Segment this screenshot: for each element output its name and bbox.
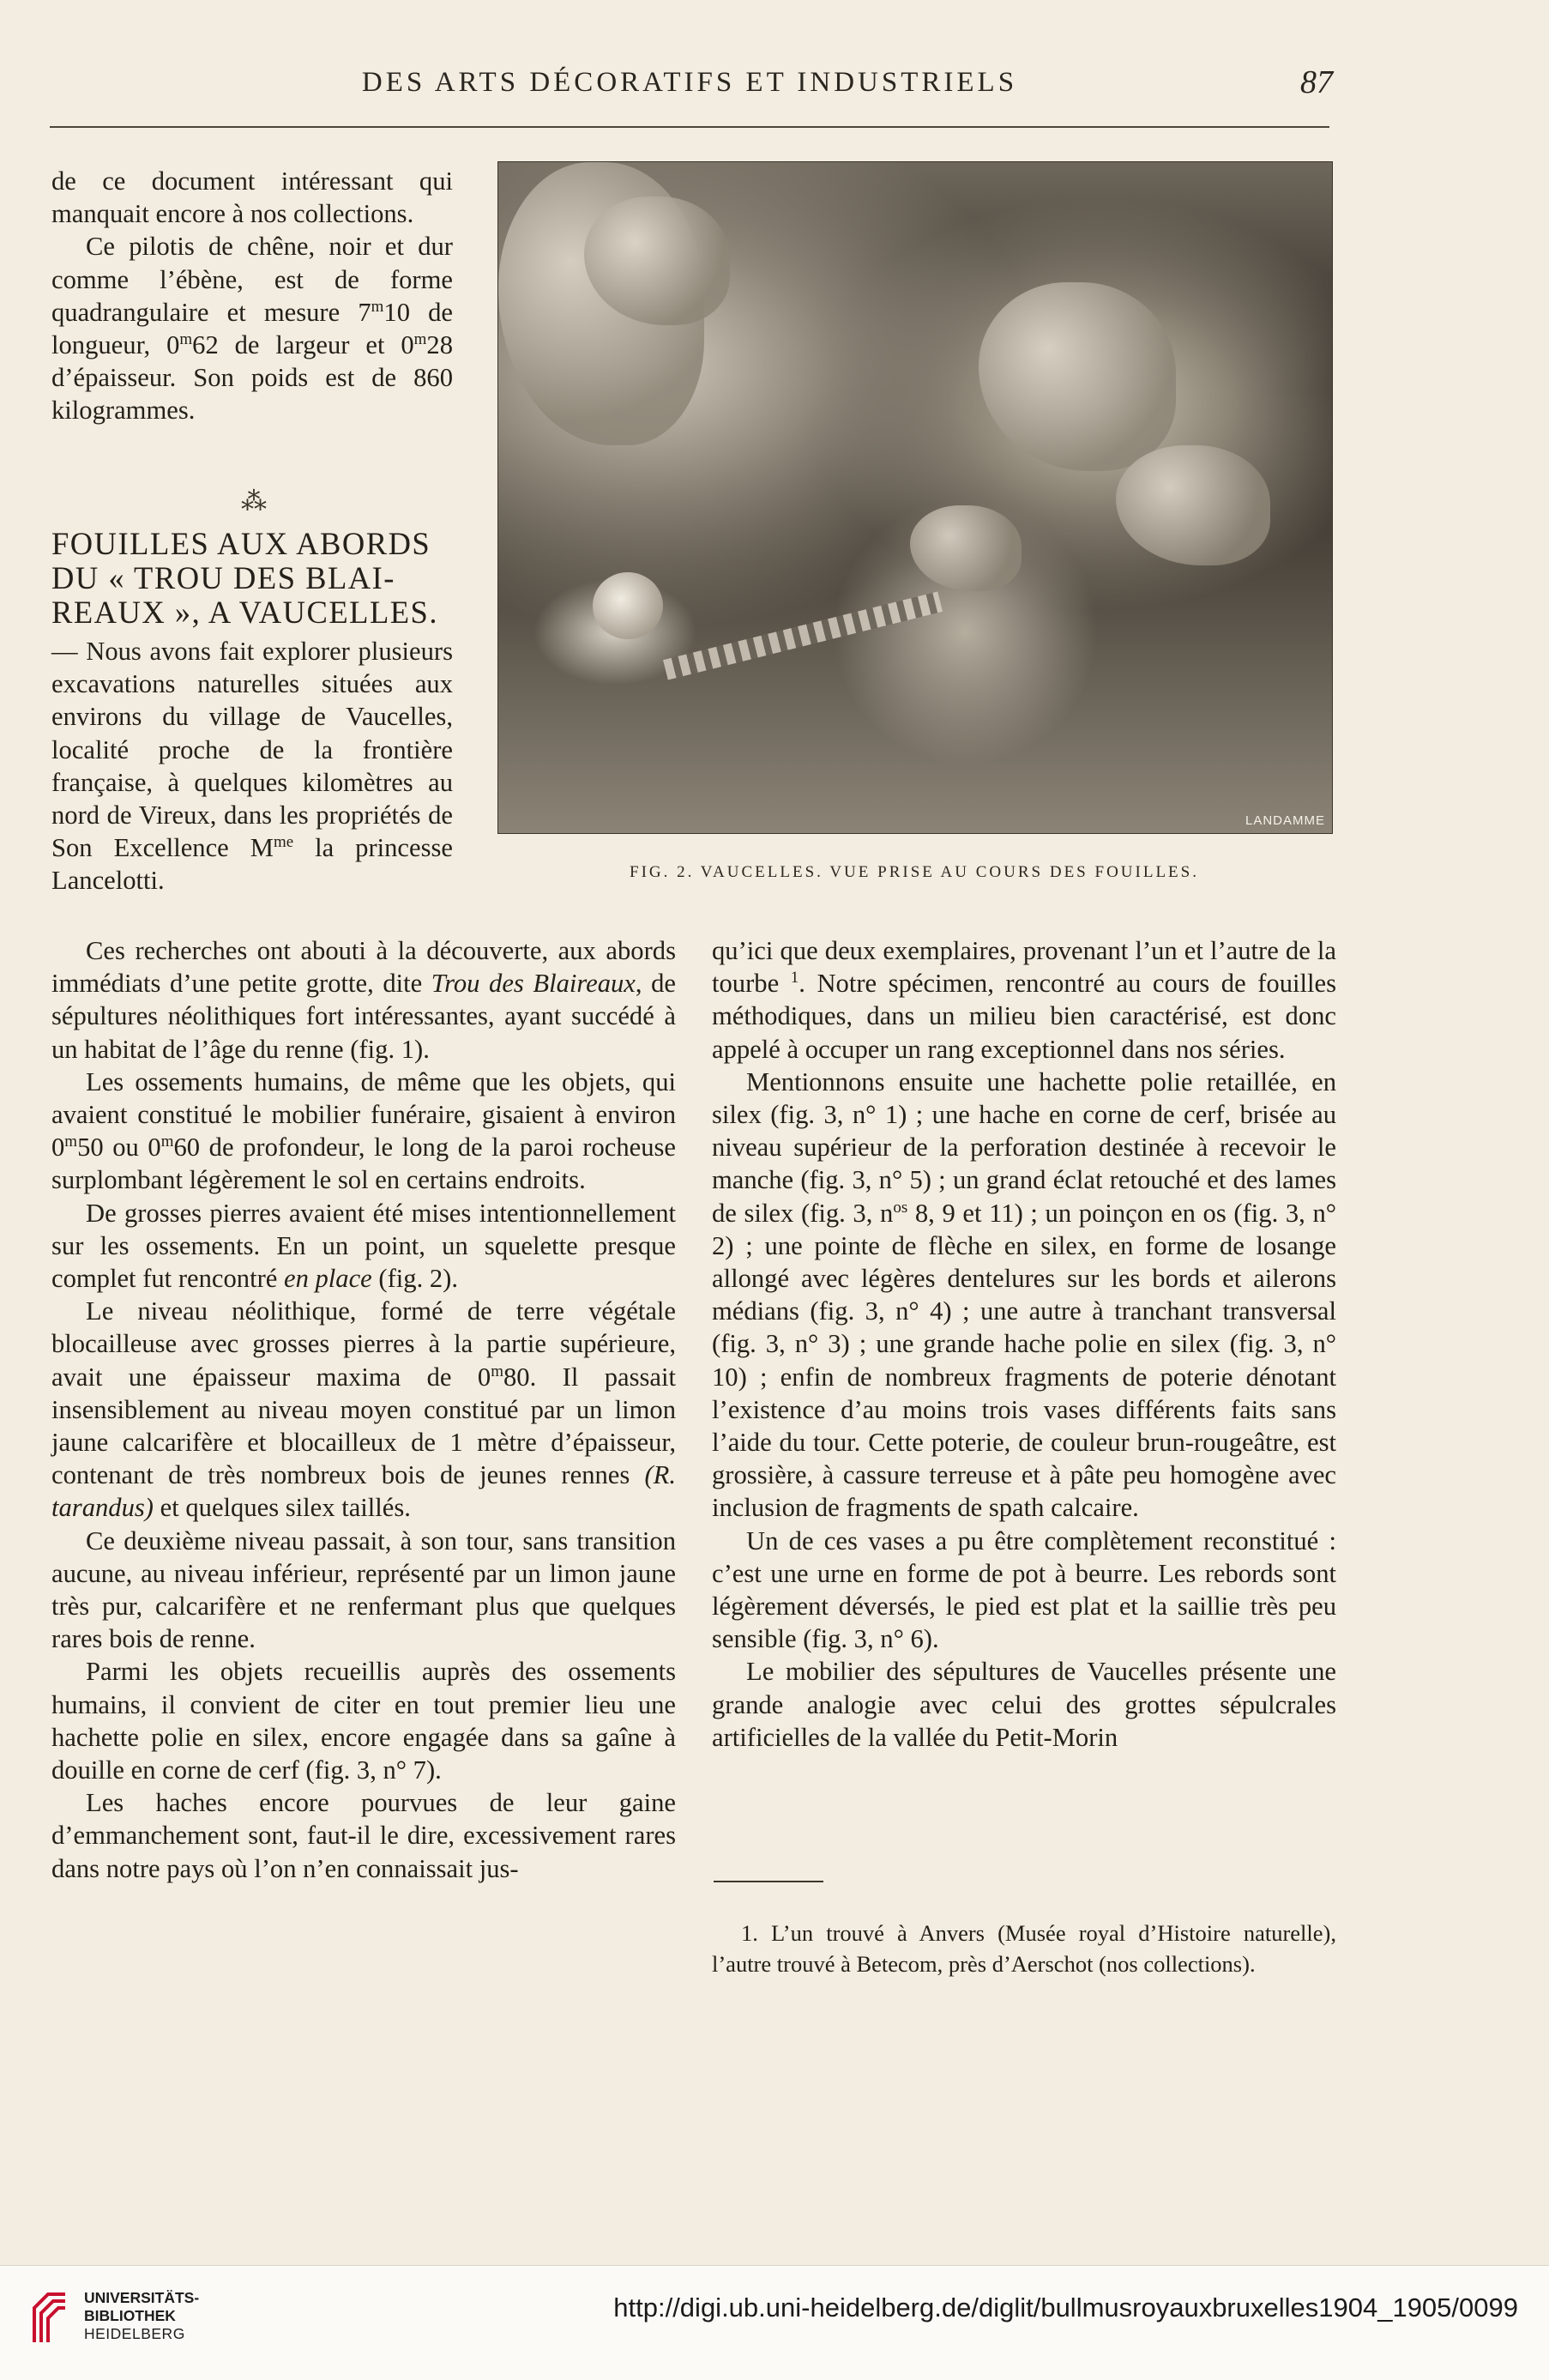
permalink-url[interactable]: http://digi.ub.uni-heidelberg.de/diglit/bullmusroyauxbruxelles1904_1905/0099 (613, 2292, 1518, 2323)
paragraph: De grosses pierres avaient été mises intentionnellement sur les ossements. En un point, un squelette presque complet fut rencontré en place (fig. 2). (51, 1198, 676, 1294)
photo-signature: LANDAMME (1245, 813, 1325, 828)
heidelberg-library-logo-icon[interactable] (29, 2289, 70, 2347)
paragraph: Ce pilotis de chêne, noir et dur comme l’ébène, est de forme quadrangulaire et mesure 7$^m$10 de longueur, 0$^m$62 de largeur et 0$^m$28 d’épaisseur. Son poids est de 860 kilogrammes. (51, 232, 454, 426)
excavation-photograph (497, 161, 1333, 834)
paragraph: Un de ces vases a pu être complètement reconstitué : c’est une urne en forme de pot à beurre. Les rebords sont légèrement déversés, le pied est plat et la saillie très peu sensible (fig. 3, n° 6). (712, 1525, 1336, 1654)
paragraph: Ces recherches ont abouti à la découverte, aux abords immédiats d’une petite grotte, dite Trou des Blaireaux, de sépultures néolithiques fort intéressantes, ayant succédé à un habitat de l’âge du renne (fig. 1). (51, 936, 676, 1064)
rock-shape (910, 505, 1022, 591)
section-title-line: DU « TROU DES BLAI- (51, 560, 395, 595)
library-name[interactable] (84, 2289, 290, 2343)
paragraph: Ce deuxième niveau passait, à son tour, sans transition aucune, au niveau inférieur, représenté par un limon jaune très pur, calcarifère et ne renfermant plus que quelques rares bois de renne. (51, 1525, 676, 1654)
library-name-line: UNIVERSITÄTS- (84, 2289, 200, 2306)
rock-shape (1116, 445, 1270, 565)
paragraph: Parmi les objets recueillis auprès des ossements humains, il convient de citer en tout premier lieu une hachette polie en silex, encore engagée dans sa gaîne à douille en corne de cerf (fig. 3, n° 7). (51, 1657, 676, 1785)
paragraph: Les haches encore pourvues de leur gaine d’emmanchement sont, faut-il le dire, excessivement rares dans notre pays où l’on n’en connaissait jus- (51, 1788, 676, 1883)
skeleton-shape (663, 591, 943, 680)
left-column (51, 934, 676, 1885)
footnote-rule (714, 1881, 823, 1882)
page-number: 87 (1300, 64, 1333, 100)
section-ornament-icon: ⁂ (241, 487, 267, 516)
library-name-line: HEIDELBERG (84, 2325, 185, 2342)
rock-shape (979, 282, 1176, 471)
paragraph: de ce document intéressant qui manquait encore à nos collections. (51, 166, 453, 229)
top-left-column (51, 165, 453, 427)
section-title-line: REAUX », A VAUCELLES. (51, 595, 438, 630)
section-intro (51, 635, 453, 897)
paragraph: Mentionnons ensuite une hachette polie retaillée, en silex (fig. 3, n° 1) ; une hache en corne de cerf, brisée au niveau supérieur de la perforation destinée à recevoir le manche (fig. 3, n° 5) ; un grand éclat retouché et des lames de silex (fig. 3, $n^{os}$ 8, 9 et 11) ; un poinçon en os (fig. 3, n° 2) ; une pointe de flèche en silex, en forme de losange allongé avec légères dentelures sur les bords et ailerons médians (fig. 3, n° 4) ; une autre à tranchant transversal (fig. 3, n° 3) ; une grande hache polie en silex (fig. 3, n° 10) ; enfin de nombreux fragments de poterie dénotant l’existence d’au moins trois vases différents faits sans l’aide du tour. Cette poterie, de couleur brun-rougeâtre, est grossière, à cassure terreuse et à pâte peu homogène avec inclusion de fragments de spath calcaire. (712, 1066, 1336, 1523)
paragraph: Les ossements humains, de même que les objets, qui avaient constitué le mobilier funéraire, gisaient à environ 0$^m$50 ou 0$^m$60 de profondeur, le long de la paroi rocheuse surplombant légèrement le sol en certains endroits. (51, 1066, 676, 1195)
section-title-line: FOUILLES AUX ABORDS (51, 526, 431, 561)
figure-caption: FIG. 2. VAUCELLES. VUE PRISE AU COURS DES FOUILLES. (630, 863, 1199, 881)
paragraph: qu’ici que deux exemplaires, provenant l’un et l’autre de la tourbe $^1$. Notre spécimen, rencontré au cours de fouilles méthodiques, dans un milieu bien caractérisé, est donc appelé à occuper un rang exceptionnel dans nos séries. (712, 936, 1336, 1064)
section-title (51, 527, 453, 630)
footnote (712, 1918, 1336, 1979)
paragraph: — Nous avons fait explorer plusieurs excavations naturelles situées aux environs du village de Vaucelles, localité proche de la frontière française, à quelques kilomètres au nord de Vireux, dans les propriétés de Son Excellence $M^{me}$ la princesse Lancelotti. (51, 637, 453, 896)
footnote-text: 1. L’un trouvé à Anvers (Musée royal d’Histoire naturelle), l’autre trouvé à Betecom, près d’Aerschot (nos collections). (712, 1920, 1336, 1977)
library-name-line: BIBLIOTHEK (84, 2307, 176, 2324)
running-head: DES ARTS DÉCORATIFS ET INDUSTRIELS (361, 67, 1018, 98)
right-column (712, 934, 1336, 1754)
header-rule (50, 126, 1329, 128)
paragraph: Le niveau néolithique, formé de terre végétale blocailleuse avec grosses pierres à la partie supérieure, avait une épaisseur maxima de 0$^m$80. Il passait insensiblement au niveau moyen constitué par un limon jaune calcarifère et blocailleux de 1 mètre d’épaisseur, contenant de très nombreux bois de jeunes rennes (R. tarandus) et quelques silex taillés. (51, 1296, 676, 1523)
paragraph: Le mobilier des sépultures de Vaucelles présente une grande analogie avec celui des grottes sépulcrales artificielles de la vallée du Petit-Morin (712, 1657, 1336, 1752)
skull-shape (593, 572, 663, 639)
